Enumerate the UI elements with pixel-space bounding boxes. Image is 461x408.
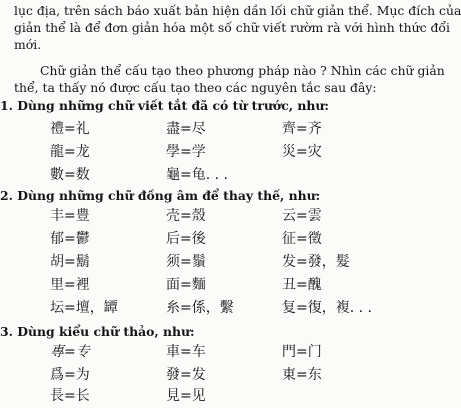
char-pair: 發=发 [166, 367, 206, 383]
char-pair: 郁=鬱 [50, 231, 90, 247]
section-1-row-2 [0, 140, 400, 164]
char-pair: 爲=为 [50, 367, 90, 383]
section-2-row-4 [0, 273, 400, 297]
char-pair: 專=专 [50, 344, 90, 360]
section-1-row-3 [0, 163, 400, 187]
intro-line-1: lục địa, trên sách báo xuất bản hiện dần lối chữ giản thể. Mục đích của [14, 3, 461, 18]
char-pair: 壳=殼 [166, 208, 206, 224]
section-1-row-1 [0, 117, 400, 141]
char-pair: 門=门 [282, 344, 322, 360]
section-3-row-1 [0, 340, 400, 364]
section-3-row-3 [0, 384, 400, 408]
char-pair: 坛=壇，罈 [50, 300, 118, 316]
section-2-row-5 [0, 296, 400, 320]
char-pair: 云=雲 [282, 208, 322, 224]
char-pair: 災=灾 [282, 144, 322, 160]
section-2-heading: 2. Dùng những chữ đồng âm để thay thế, như: [0, 188, 321, 203]
char-pair: 征=徵 [282, 231, 322, 247]
char-pair: 禮=礼 [50, 121, 90, 137]
char-pair: 面=麵 [166, 277, 206, 293]
char-pair: 后=後 [166, 231, 206, 247]
intro-line-3: mới. [14, 37, 42, 52]
section-3-heading: 3. Dùng kiểu chữ thảo, như: [0, 324, 195, 339]
char-pair: 须=鬚 [166, 254, 206, 270]
char-pair: 胡=鬍 [50, 254, 90, 270]
intro-line-2: giản thể là để đơn giản hóa một số chữ viết rườm rà với hình thức đổi [14, 20, 450, 35]
char-pair: 齊=齐 [282, 121, 322, 137]
char-pair: 龍=龙 [50, 144, 90, 160]
intro-line-4: Chữ giản thể cấu tạo theo phương pháp nào ? Nhìn các chữ giản [40, 63, 445, 78]
char-pair: 長=长 [50, 388, 90, 404]
char-pair: 里=裡 [50, 277, 90, 293]
section-2-row-2 [0, 227, 400, 251]
char-pair: 发=發，髮 [282, 254, 350, 270]
char-pair: 見=见 [166, 388, 206, 404]
char-pair: 數=数 [50, 167, 90, 183]
char-pair: 丰=豊 [50, 208, 90, 224]
section-2-row-1 [0, 204, 400, 228]
char-pair: 車=车 [166, 344, 206, 360]
char-pair: 學=学 [166, 144, 206, 160]
char-pair: 盡=尽 [166, 121, 206, 137]
section-1-heading: 1. Dùng những chữ viết tắt đã có từ trước, như: [0, 98, 329, 113]
section-2-row-3 [0, 250, 400, 274]
char-pair: 龜=龟. . . [166, 167, 228, 183]
intro-line-5: thể, ta thấy nó được cấu tạo theo các nguyên tắc sau đây: [14, 80, 377, 95]
char-pair: 复=復，複. . . [282, 300, 372, 316]
char-pair: 丑=醜 [282, 277, 322, 293]
char-pair: 東=东 [282, 367, 322, 383]
char-pair: 糸=係，繫 [166, 300, 234, 316]
